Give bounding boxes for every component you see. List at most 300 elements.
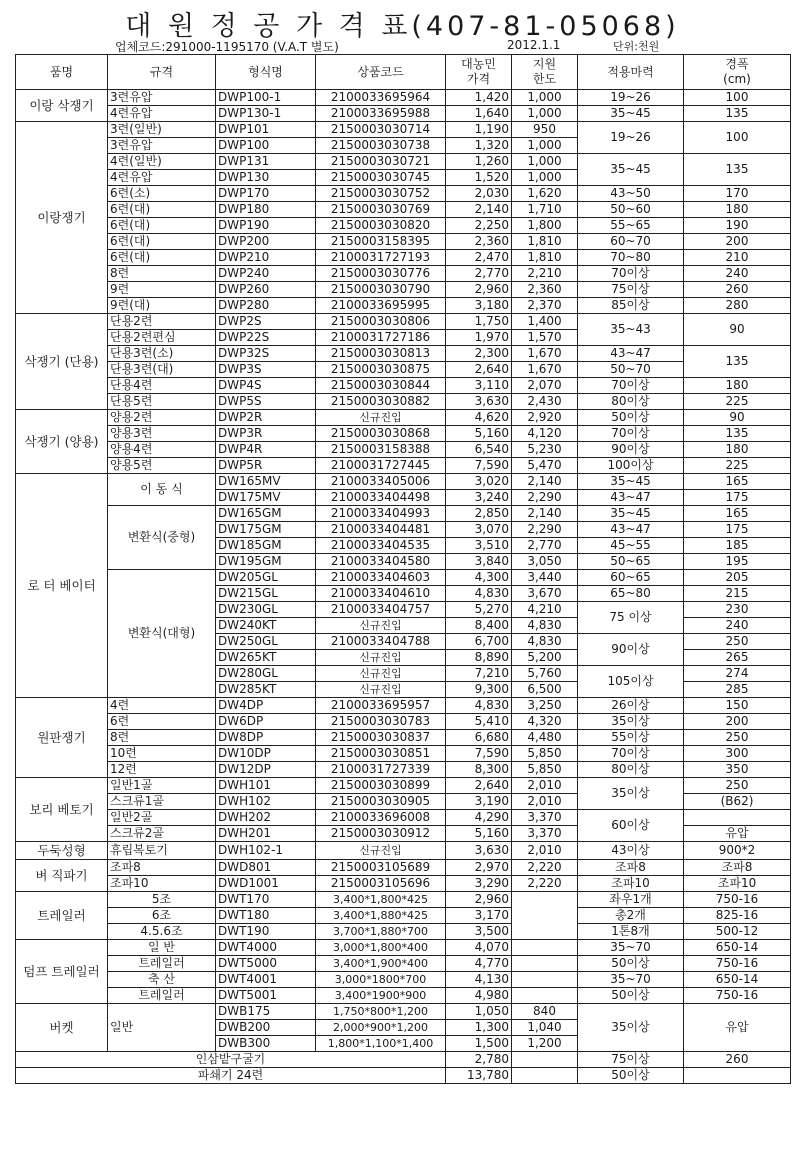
product-code-cell: 3,400*1,880*425 bbox=[316, 908, 446, 924]
farmer-price-cell: 6,700 bbox=[446, 634, 512, 650]
model-cell: DW4DP bbox=[216, 698, 316, 714]
model-cell: DWP240 bbox=[216, 266, 316, 282]
support-limit-cell: 2,770 bbox=[512, 538, 578, 554]
spec-cell: 단용3련(대) bbox=[108, 362, 216, 378]
horsepower-cell: 100이상 bbox=[578, 458, 684, 474]
model-cell: DWP280 bbox=[216, 298, 316, 314]
farmer-price-cell: 3,110 bbox=[446, 378, 512, 394]
product-name-cell: 인삼밭구굴기 bbox=[16, 1052, 446, 1068]
product-code-cell: 3,000*1800*700 bbox=[316, 972, 446, 988]
table-row bbox=[16, 378, 791, 394]
farmer-price-cell: 1,420 bbox=[446, 90, 512, 106]
product-code-cell: 2100033404498 bbox=[316, 490, 446, 506]
product-code-cell: 3,000*1,800*400 bbox=[316, 940, 446, 956]
spec-cell: 6련 bbox=[108, 714, 216, 730]
width-cell: 175 bbox=[684, 522, 791, 538]
width-cell: 750-16 bbox=[684, 892, 791, 908]
product-code-cell: 2150003030813 bbox=[316, 346, 446, 362]
product-name-cell: 버켓 bbox=[16, 1004, 108, 1052]
product-code-cell: 3,400*1900*900 bbox=[316, 988, 446, 1004]
model-cell: DWP210 bbox=[216, 250, 316, 266]
table-row bbox=[16, 810, 791, 826]
model-cell: DWP4R bbox=[216, 442, 316, 458]
horsepower-cell: 55~65 bbox=[578, 218, 684, 234]
support-limit-cell: 2,370 bbox=[512, 298, 578, 314]
spec-cell: 6조 bbox=[108, 908, 216, 924]
support-limit-cell: 1,200 bbox=[512, 1036, 578, 1052]
model-cell: DWP190 bbox=[216, 218, 316, 234]
horsepower-cell: 43이상 bbox=[578, 842, 684, 860]
model-cell: DWT4000 bbox=[216, 940, 316, 956]
product-name-cell: 벼 직파기 bbox=[16, 860, 108, 892]
spec-cell: 4.5.6조 bbox=[108, 924, 216, 940]
support-limit-cell: 1,400 bbox=[512, 314, 578, 330]
model-cell: DWB300 bbox=[216, 1036, 316, 1052]
support-limit-cell: 1,000 bbox=[512, 138, 578, 154]
farmer-price-cell: 3,190 bbox=[446, 794, 512, 810]
table-row bbox=[16, 988, 791, 1004]
spec-cell: 4련(일반) bbox=[108, 154, 216, 170]
model-cell: DW175MV bbox=[216, 490, 316, 506]
farmer-price-cell: 2,470 bbox=[446, 250, 512, 266]
width-cell: 240 bbox=[684, 266, 791, 282]
support-limit-cell bbox=[512, 1068, 578, 1084]
support-limit-cell: 2,290 bbox=[512, 490, 578, 506]
farmer-price-cell: 4,300 bbox=[446, 570, 512, 586]
horsepower-cell: 70이상 bbox=[578, 378, 684, 394]
farmer-price-cell: 3,180 bbox=[446, 298, 512, 314]
support-limit-cell: 1,570 bbox=[512, 330, 578, 346]
spec-cell: 5조 bbox=[108, 892, 216, 908]
width-cell: 225 bbox=[684, 458, 791, 474]
model-cell: DWP100 bbox=[216, 138, 316, 154]
model-cell: DW240KT bbox=[216, 618, 316, 634]
product-code-cell: 2100033695995 bbox=[316, 298, 446, 314]
table-row bbox=[16, 90, 791, 106]
header-cell: 형식명 bbox=[216, 55, 316, 90]
farmer-price-cell: 7,590 bbox=[446, 746, 512, 762]
table-row bbox=[16, 698, 791, 714]
product-code-cell: 2100031727186 bbox=[316, 330, 446, 346]
width-cell: 750-16 bbox=[684, 956, 791, 972]
product-name-cell: 삭쟁기 (단용) bbox=[16, 314, 108, 410]
model-cell: DWT5001 bbox=[216, 988, 316, 1004]
width-cell: 조파10 bbox=[684, 876, 791, 892]
width-cell: 180 bbox=[684, 202, 791, 218]
table-row bbox=[16, 218, 791, 234]
product-code-cell: 2150003030851 bbox=[316, 746, 446, 762]
support-limit-cell bbox=[512, 1052, 578, 1068]
model-cell: DWD801 bbox=[216, 860, 316, 876]
model-cell: DW165GM bbox=[216, 506, 316, 522]
table-row bbox=[16, 426, 791, 442]
farmer-price-cell: 4,620 bbox=[446, 410, 512, 426]
product-code-cell: 2150003030905 bbox=[316, 794, 446, 810]
product-code-cell: 2150003105689 bbox=[316, 860, 446, 876]
width-cell: 135 bbox=[684, 426, 791, 442]
product-code-cell: 2150003030899 bbox=[316, 778, 446, 794]
horsepower-cell: 35~70 bbox=[578, 940, 684, 956]
product-code-cell: 1,750*800*1,200 bbox=[316, 1004, 446, 1020]
horsepower-cell: 80이상 bbox=[578, 394, 684, 410]
horsepower-cell: 50~60 bbox=[578, 202, 684, 218]
farmer-price-cell: 5,160 bbox=[446, 426, 512, 442]
model-cell: DWP130 bbox=[216, 170, 316, 186]
table-row bbox=[16, 956, 791, 972]
horsepower-cell: 19~26 bbox=[578, 90, 684, 106]
model-cell: DWB200 bbox=[216, 1020, 316, 1036]
width-cell: 650-14 bbox=[684, 940, 791, 956]
table-row bbox=[16, 762, 791, 778]
product-code-cell: 신규진입 bbox=[316, 682, 446, 698]
spec-cell: 6련(대) bbox=[108, 250, 216, 266]
support-limit-cell: 5,230 bbox=[512, 442, 578, 458]
table-row bbox=[16, 458, 791, 474]
product-code-cell: 2100033695964 bbox=[316, 90, 446, 106]
spec-cell: 일반1골 bbox=[108, 778, 216, 794]
farmer-price-cell: 2,250 bbox=[446, 218, 512, 234]
model-cell: DWT5000 bbox=[216, 956, 316, 972]
farmer-price-cell: 1,500 bbox=[446, 1036, 512, 1052]
support-limit-cell: 5,850 bbox=[512, 762, 578, 778]
horsepower-cell: 26이상 bbox=[578, 698, 684, 714]
horsepower-cell: 70이상 bbox=[578, 746, 684, 762]
product-name-cell: 삭쟁기 (양용) bbox=[16, 410, 108, 474]
farmer-price-cell: 2,850 bbox=[446, 506, 512, 522]
horsepower-cell: 1톤8개 bbox=[578, 924, 684, 940]
horsepower-cell: 70이상 bbox=[578, 266, 684, 282]
width-cell: 유압 bbox=[684, 1004, 791, 1052]
farmer-price-cell: 9,300 bbox=[446, 682, 512, 698]
spec-cell: 9련(대) bbox=[108, 298, 216, 314]
model-cell: DWP100-1 bbox=[216, 90, 316, 106]
table-row bbox=[16, 714, 791, 730]
horsepower-cell: 50~65 bbox=[578, 554, 684, 570]
model-cell: DWP260 bbox=[216, 282, 316, 298]
product-code-cell: 신규진입 bbox=[316, 410, 446, 426]
model-cell: DWH101 bbox=[216, 778, 316, 794]
support-limit-cell: 1,670 bbox=[512, 346, 578, 362]
header-cell: 규격 bbox=[108, 55, 216, 90]
model-cell: DWP32S bbox=[216, 346, 316, 362]
table-row bbox=[16, 506, 791, 522]
model-cell: DWD1001 bbox=[216, 876, 316, 892]
model-cell: DW215GL bbox=[216, 586, 316, 602]
table-row bbox=[16, 346, 791, 362]
table-row bbox=[16, 250, 791, 266]
farmer-price-cell: 4,070 bbox=[446, 940, 512, 956]
width-cell: 350 bbox=[684, 762, 791, 778]
farmer-price-cell: 3,070 bbox=[446, 522, 512, 538]
farmer-price-cell: 3,630 bbox=[446, 842, 512, 860]
support-limit-cell: 2,920 bbox=[512, 410, 578, 426]
product-code-cell: 2100033404535 bbox=[316, 538, 446, 554]
product-name-cell: 이랑 삭쟁기 bbox=[16, 90, 108, 122]
width-cell: 265 bbox=[684, 650, 791, 666]
farmer-price-cell: 1,190 bbox=[446, 122, 512, 138]
spec-cell: 변환식(대형) bbox=[108, 570, 216, 698]
farmer-price-cell: 8,300 bbox=[446, 762, 512, 778]
width-cell: 175 bbox=[684, 490, 791, 506]
product-code-cell: 3,700*1,880*700 bbox=[316, 924, 446, 940]
model-cell: DWT190 bbox=[216, 924, 316, 940]
product-name-cell: 원판쟁기 bbox=[16, 698, 108, 778]
model-cell: DWH201 bbox=[216, 826, 316, 842]
support-limit-cell: 4,210 bbox=[512, 602, 578, 618]
farmer-price-cell: 1,050 bbox=[446, 1004, 512, 1020]
horsepower-cell: 50이상 bbox=[578, 956, 684, 972]
width-cell: 225 bbox=[684, 394, 791, 410]
width-cell: 500-12 bbox=[684, 924, 791, 940]
support-limit-cell: 2,140 bbox=[512, 506, 578, 522]
spec-cell: 6련(소) bbox=[108, 186, 216, 202]
product-code-cell: 2150003158395 bbox=[316, 234, 446, 250]
table-row bbox=[16, 892, 791, 908]
spec-cell: 양용2련 bbox=[108, 410, 216, 426]
farmer-price-cell: 2,960 bbox=[446, 282, 512, 298]
width-cell: 260 bbox=[684, 282, 791, 298]
width-cell: 유압 bbox=[684, 826, 791, 842]
farmer-price-cell: 8,890 bbox=[446, 650, 512, 666]
table-body bbox=[16, 90, 791, 1084]
support-limit-cell: 3,050 bbox=[512, 554, 578, 570]
header-cell: 적용마력 bbox=[578, 55, 684, 90]
horsepower-cell: 45~55 bbox=[578, 538, 684, 554]
farmer-price-cell: 2,770 bbox=[446, 266, 512, 282]
table-row bbox=[16, 298, 791, 314]
horsepower-cell: 43~50 bbox=[578, 186, 684, 202]
width-cell: 180 bbox=[684, 442, 791, 458]
header-cell: 지원 한도 bbox=[512, 55, 578, 90]
table-row bbox=[16, 730, 791, 746]
horsepower-cell: 90이상 bbox=[578, 634, 684, 666]
horsepower-cell: 50이상 bbox=[578, 410, 684, 426]
table-row bbox=[16, 972, 791, 988]
horsepower-cell: 43~47 bbox=[578, 490, 684, 506]
product-code-cell: 2150003030868 bbox=[316, 426, 446, 442]
support-limit-cell: 4,830 bbox=[512, 618, 578, 634]
product-code-cell: 2150003030738 bbox=[316, 138, 446, 154]
width-cell: 250 bbox=[684, 634, 791, 650]
spec-cell: 6련(대) bbox=[108, 202, 216, 218]
horsepower-cell: 80이상 bbox=[578, 762, 684, 778]
product-code-cell: 2150003030783 bbox=[316, 714, 446, 730]
product-code-cell: 2100031727339 bbox=[316, 762, 446, 778]
support-limit-cell: 1,670 bbox=[512, 362, 578, 378]
support-limit-cell: 2,290 bbox=[512, 522, 578, 538]
farmer-price-cell: 13,780 bbox=[446, 1068, 512, 1084]
horsepower-cell: 35~43 bbox=[578, 314, 684, 346]
table-row bbox=[16, 314, 791, 330]
farmer-price-cell: 3,500 bbox=[446, 924, 512, 940]
table-row bbox=[16, 1004, 791, 1020]
model-cell: DWP130-1 bbox=[216, 106, 316, 122]
product-code-cell: 2100033404993 bbox=[316, 506, 446, 522]
horsepower-cell: 50~70 bbox=[578, 362, 684, 378]
support-limit-cell: 1,800 bbox=[512, 218, 578, 234]
support-limit-cell: 4,480 bbox=[512, 730, 578, 746]
model-cell: DW10DP bbox=[216, 746, 316, 762]
width-cell: 180 bbox=[684, 378, 791, 394]
horsepower-cell: 70~80 bbox=[578, 250, 684, 266]
spec-cell: 변환식(중형) bbox=[108, 506, 216, 570]
support-limit-cell: 1,810 bbox=[512, 250, 578, 266]
farmer-price-cell: 3,840 bbox=[446, 554, 512, 570]
support-limit-cell: 1,000 bbox=[512, 154, 578, 170]
model-cell: DWP200 bbox=[216, 234, 316, 250]
model-cell: DWT4001 bbox=[216, 972, 316, 988]
farmer-price-cell: 3,240 bbox=[446, 490, 512, 506]
farmer-price-cell: 3,170 bbox=[446, 908, 512, 924]
support-limit-cell bbox=[512, 956, 578, 972]
table-row bbox=[16, 362, 791, 378]
product-name-cell: 보리 베토기 bbox=[16, 778, 108, 842]
spec-cell: 단용4련 bbox=[108, 378, 216, 394]
product-code-cell: 2100033405006 bbox=[316, 474, 446, 490]
spec-cell: 이 동 식 bbox=[108, 474, 216, 506]
model-cell: DWT170 bbox=[216, 892, 316, 908]
farmer-price-cell: 1,520 bbox=[446, 170, 512, 186]
width-cell: 165 bbox=[684, 506, 791, 522]
horsepower-cell: 60~70 bbox=[578, 234, 684, 250]
horsepower-cell: 좌우1개 bbox=[578, 892, 684, 908]
product-code-cell: 신규진입 bbox=[316, 666, 446, 682]
farmer-price-cell: 2,640 bbox=[446, 778, 512, 794]
product-code-cell: 2150003030882 bbox=[316, 394, 446, 410]
table-row bbox=[16, 778, 791, 794]
support-limit-cell: 1,000 bbox=[512, 106, 578, 122]
farmer-price-cell: 1,750 bbox=[446, 314, 512, 330]
spec-cell: 일반2골 bbox=[108, 810, 216, 826]
product-code-cell: 2150003030769 bbox=[316, 202, 446, 218]
product-name-cell: 두둑성형 bbox=[16, 842, 108, 860]
width-cell: 100 bbox=[684, 90, 791, 106]
width-cell: 300 bbox=[684, 746, 791, 762]
width-cell: 250 bbox=[684, 778, 791, 794]
support-limit-cell: 2,010 bbox=[512, 778, 578, 794]
horsepower-cell: 50이상 bbox=[578, 1068, 684, 1084]
spec-cell: 단용3련(소) bbox=[108, 346, 216, 362]
support-limit-cell bbox=[512, 892, 578, 940]
table-row bbox=[16, 746, 791, 762]
width-cell: 210 bbox=[684, 250, 791, 266]
horsepower-cell: 조파10 bbox=[578, 876, 684, 892]
product-name-cell: 파쇄기 24련 bbox=[16, 1068, 446, 1084]
horsepower-cell: 35이상 bbox=[578, 714, 684, 730]
spec-cell: 휴립복토기 bbox=[108, 842, 216, 860]
product-code-cell: 2150003030837 bbox=[316, 730, 446, 746]
header-cell: 대농민 가격 bbox=[446, 55, 512, 90]
product-code-cell: 2150003158388 bbox=[316, 442, 446, 458]
model-cell: DWP170 bbox=[216, 186, 316, 202]
width-cell: 100 bbox=[684, 122, 791, 154]
farmer-price-cell: 3,020 bbox=[446, 474, 512, 490]
farmer-price-cell: 5,160 bbox=[446, 826, 512, 842]
spec-cell: 10련 bbox=[108, 746, 216, 762]
product-code-cell: 2100033404580 bbox=[316, 554, 446, 570]
farmer-price-cell: 1,260 bbox=[446, 154, 512, 170]
spec-cell: 12련 bbox=[108, 762, 216, 778]
spec-cell: 트레일러 bbox=[108, 988, 216, 1004]
table-row bbox=[16, 282, 791, 298]
support-limit-cell: 3,370 bbox=[512, 826, 578, 842]
horsepower-cell: 70이상 bbox=[578, 426, 684, 442]
table-row bbox=[16, 876, 791, 892]
support-limit-cell: 4,120 bbox=[512, 426, 578, 442]
product-code-cell: 2100033404610 bbox=[316, 586, 446, 602]
farmer-price-cell: 2,780 bbox=[446, 1052, 512, 1068]
model-cell: DW6DP bbox=[216, 714, 316, 730]
support-limit-cell: 5,470 bbox=[512, 458, 578, 474]
model-cell: DW205GL bbox=[216, 570, 316, 586]
width-cell: 274 bbox=[684, 666, 791, 682]
width-cell: 90 bbox=[684, 410, 791, 426]
width-cell: 750-16 bbox=[684, 988, 791, 1004]
support-limit-cell: 3,440 bbox=[512, 570, 578, 586]
support-limit-cell: 1,040 bbox=[512, 1020, 578, 1036]
horsepower-cell: 35이상 bbox=[578, 778, 684, 810]
width-cell: 280 bbox=[684, 298, 791, 314]
spec-cell: 3련유압 bbox=[108, 138, 216, 154]
support-limit-cell: 4,320 bbox=[512, 714, 578, 730]
product-code-cell: 2150003030806 bbox=[316, 314, 446, 330]
horsepower-cell: 43~47 bbox=[578, 346, 684, 362]
support-limit-cell: 6,500 bbox=[512, 682, 578, 698]
product-code-cell: 2150003030714 bbox=[316, 122, 446, 138]
spec-cell: 축 산 bbox=[108, 972, 216, 988]
farmer-price-cell: 4,770 bbox=[446, 956, 512, 972]
spec-cell: 조파10 bbox=[108, 876, 216, 892]
horsepower-cell: 60이상 bbox=[578, 810, 684, 842]
product-code-cell: 신규진입 bbox=[316, 618, 446, 634]
spec-cell: 양용3련 bbox=[108, 426, 216, 442]
product-code-cell: 2100033404481 bbox=[316, 522, 446, 538]
farmer-price-cell: 3,630 bbox=[446, 394, 512, 410]
spec-cell: 8련 bbox=[108, 266, 216, 282]
farmer-price-cell: 3,290 bbox=[446, 876, 512, 892]
product-code-cell: 2100033404757 bbox=[316, 602, 446, 618]
spec-cell: 스크류2골 bbox=[108, 826, 216, 842]
width-cell: 215 bbox=[684, 586, 791, 602]
model-cell: DWP101 bbox=[216, 122, 316, 138]
model-cell: DWP131 bbox=[216, 154, 316, 170]
table-row bbox=[16, 106, 791, 122]
product-name-cell: 덤프 트레일러 bbox=[16, 940, 108, 1004]
horsepower-cell: 35~45 bbox=[578, 154, 684, 186]
support-limit-cell: 1,620 bbox=[512, 186, 578, 202]
farmer-price-cell: 2,970 bbox=[446, 860, 512, 876]
horsepower-cell: 90이상 bbox=[578, 442, 684, 458]
support-limit-cell: 2,010 bbox=[512, 794, 578, 810]
spec-cell: 조파8 bbox=[108, 860, 216, 876]
farmer-price-cell: 2,960 bbox=[446, 892, 512, 908]
product-code-cell: 2150003030752 bbox=[316, 186, 446, 202]
farmer-price-cell: 2,030 bbox=[446, 186, 512, 202]
product-code-cell: 2100031727445 bbox=[316, 458, 446, 474]
spec-cell: 9련 bbox=[108, 282, 216, 298]
product-code-cell: 2100033696008 bbox=[316, 810, 446, 826]
issue-date: 2012.1.1 bbox=[507, 38, 561, 52]
table-row bbox=[16, 394, 791, 410]
model-cell: DW285KT bbox=[216, 682, 316, 698]
support-limit-cell: 3,670 bbox=[512, 586, 578, 602]
model-cell: DWB175 bbox=[216, 1004, 316, 1020]
support-limit-cell: 1,810 bbox=[512, 234, 578, 250]
horsepower-cell: 65~80 bbox=[578, 586, 684, 602]
support-limit-cell: 2,140 bbox=[512, 474, 578, 490]
product-code-cell: 2150003030844 bbox=[316, 378, 446, 394]
farmer-price-cell: 2,140 bbox=[446, 202, 512, 218]
